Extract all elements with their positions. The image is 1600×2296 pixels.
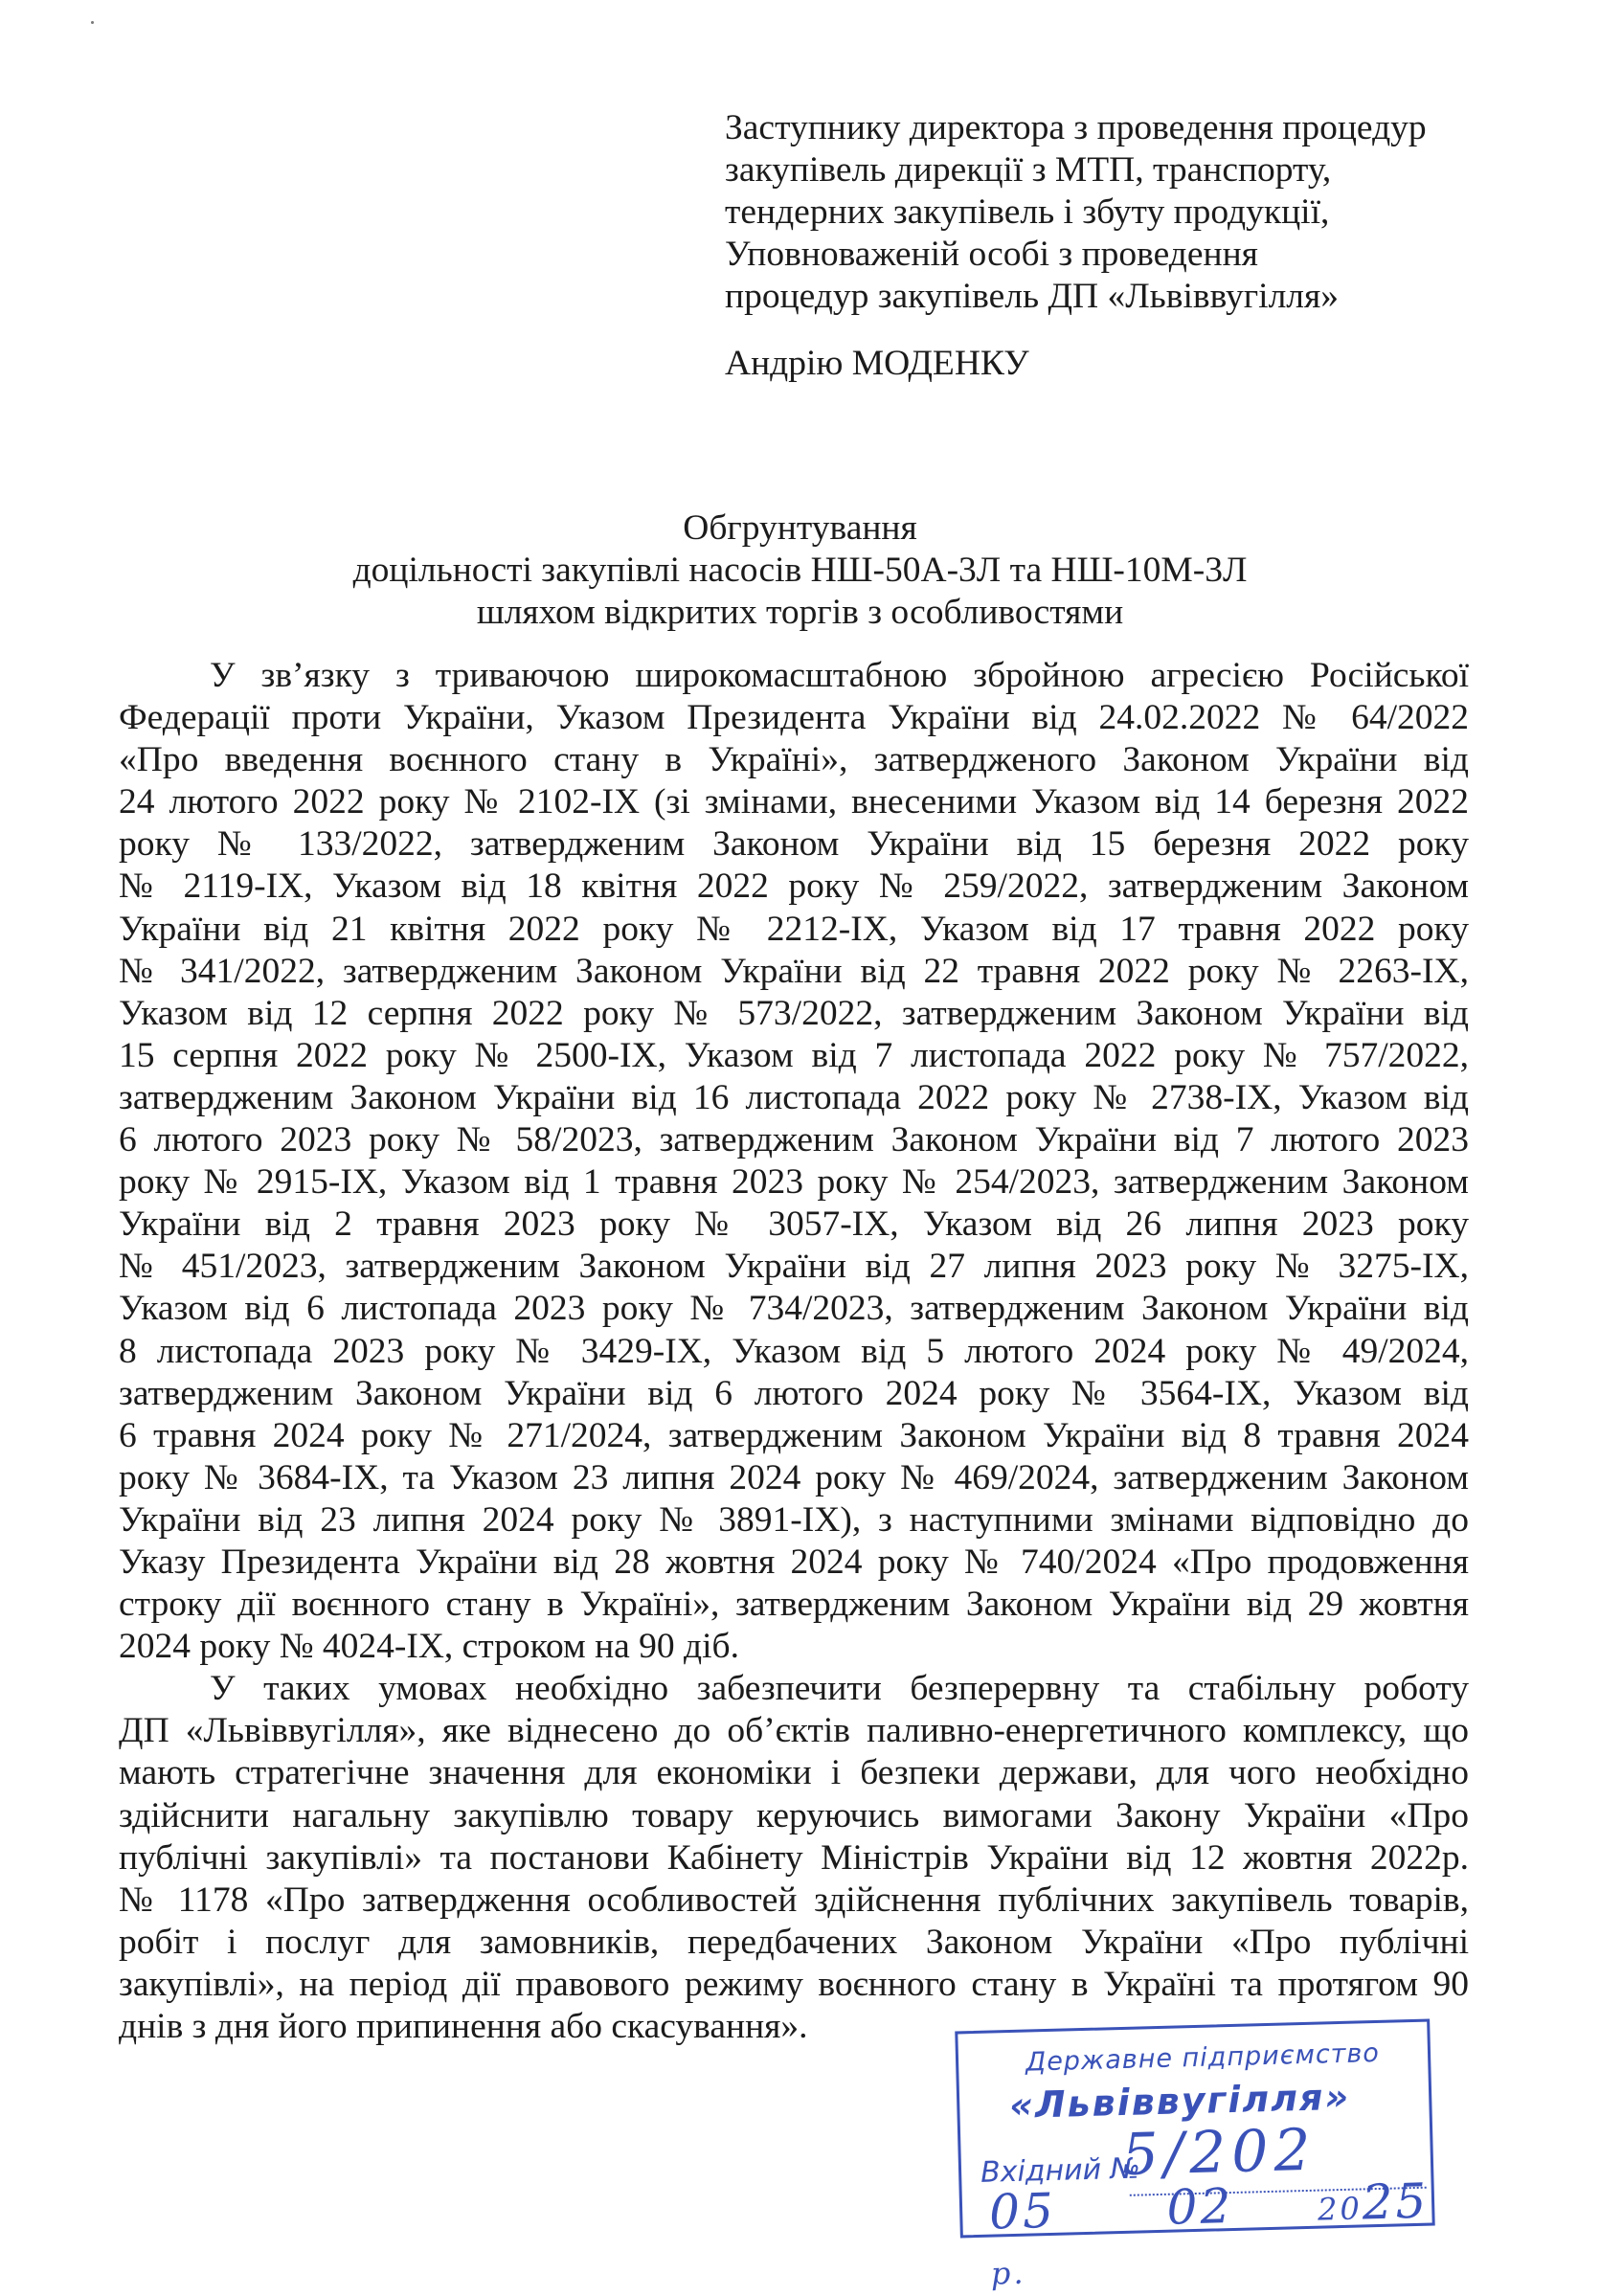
paragraph-line: 2024 року № 4024-IX, строком на 90 діб. [119,1627,740,1667]
stamp-incoming-label: Вхідний № [980,2151,1141,2190]
paragraph-line: затвердженим Законом України від 6 лютого 2024 року № 3564-IX, Указом від [119,1373,1469,1413]
paragraph-line: Указом від 12 серпня 2022 року № 573/2022, затвердженим Законом України від [119,993,1469,1033]
addressee-line: Уповноваженій особі з проведення [725,235,1258,274]
paragraph-line: року № 133/2022, затвердженим Законом України від 15 березня 2022 року [119,824,1469,865]
paragraph-line: «Про введення воєнного стану в Україні», затвердженого Законом України від [119,740,1469,780]
stamp-incoming-number: 5/202 [1120,2116,1318,2189]
document-body [119,655,1469,2048]
paragraph-line: № 2119-IX, Указом від 18 квітня 2022 року № 259/2022, затвердженим Законом [119,867,1469,907]
paragraph-line: днів з дня його припинення або скасування». [119,2007,808,2046]
paragraph-line: № 451/2023, затвердженим Законом України від 27 липня 2023 року № 3275-IX, [119,1247,1469,1287]
paragraph-line: № 341/2022, затвердженим Законом України від 22 травня 2022 року № 2263-IX, [119,951,1469,991]
title-line-1: Обгрунтування [683,508,917,548]
title-line-3: шляхом відкритих торгів з особливостями [476,593,1124,632]
paragraph-line: 6 травня 2024 року № 271/2024, затвердженим Законом України від 8 травня 2024 [119,1415,1469,1455]
addressee-name: Андрію МОДЕНКУ [725,344,1029,383]
stamp-date [988,2173,1433,2296]
stamp-date-year: 25 [1361,2172,1431,2231]
paragraph-line: 24 лютого 2022 року № 2102-IX (зі змінами, внесеними Указом від 14 березня 2022 [119,782,1469,822]
paragraph-line: публічні закупівлі» та постанови Кабінету Міністрів України від 12 жовтня 2022р. [119,1837,1469,1878]
paragraph-line: України від 2 травня 2023 року № 3057-IX, Указом від 26 липня 2023 року [119,1204,1469,1245]
paragraph-line: затвердженим Законом України від 16 листопада 2022 року № 2738-IX, Указом від [119,1077,1469,1117]
paragraph-line: України від 23 липня 2024 року № 3891-IX), з наступними змінами відповідно до [119,1499,1469,1540]
paragraph-line: № 1178 «Про затвердження особливостей здійснення публічних закупівель товарів, [119,1880,1469,1920]
paragraph-line: України від 21 квітня 2022 року № 2212-IX, Указом від 17 травня 2022 року [119,909,1469,949]
scan-speck [91,21,94,24]
document-title [0,507,1600,634]
paragraph-line: здійснити нагальну закупівлю товару керуючись вимогами Закону України «Про [119,1795,1469,1835]
paragraph-line: року № 3684-IX, та Указом 23 липня 2024 року № 469/2024, затвердженим Законом [119,1457,1469,1497]
paragraph-martial-law [119,655,1469,1668]
paragraph-line: У зв’язку з триваючою широкомасштабною збройною агресією Російської [210,656,1469,695]
stamp-date-year-prefix: 20 [1317,2190,1363,2228]
incoming-stamp [955,2019,1434,2292]
stamp-organization: «Львіввугілля» [1008,2075,1351,2127]
paragraph-procurement [119,1668,1469,2048]
addressee-line: Заступнику директора з проведення процедур [725,108,1427,147]
paragraph-line: строку дії воєнного стану в Україні», затвердженим Законом України від 29 жовтня [119,1585,1469,1625]
title-line-2: доцільності закупівлі насосів НШ-50А-3Л та НШ-10М-3Л [352,551,1248,590]
addressee-line: закупівель дирекції з МТП, транспорту, [725,150,1332,190]
paragraph-line: 6 лютого 2023 року № 58/2023, затвердженим Законом України від 7 лютого 2023 [119,1120,1469,1160]
stamp-date-suffix: р. [990,2254,1027,2292]
addressee-line: тендерних закупівель і збуту продукції, [725,192,1330,232]
addressee-block [725,107,1491,385]
paragraph-line: Федерації проти України, Указом Президента України від 24.02.2022 № 64/2022 [119,698,1469,738]
paragraph-line: робіт і послуг для замовників, передбачених Законом України «Про публічні [119,1922,1469,1962]
paragraph-line: 15 серпня 2022 року № 2500-IX, Указом від 7 листопада 2022 року № 757/2022, [119,1035,1469,1075]
stamp-date-month: 02 [1165,2177,1234,2236]
addressee-line: процедур закупівель ДП «Львіввугілля» [725,277,1339,316]
paragraph-line: Указом від 6 листопада 2023 року № 734/2023, затвердженим Законом України від [119,1289,1469,1329]
paragraph-line: року № 2915-IX, Указом від 1 травня 2023 року № 254/2023, затвердженим Законом [119,1162,1469,1203]
paragraph-line: У таких умовах необхідно забезпечити безперервну та стабільну роботу [210,1669,1469,1709]
paragraph-line: закупівлі», на період дії правового режиму воєнного стану в Україні та протягом 90 [119,1964,1469,2004]
stamp-top-text: Державне підприємство [1025,2037,1381,2078]
paragraph-line: 8 листопада 2023 року № 3429-IX, Указом від 5 лютого 2024 року № 49/2024, [119,1331,1469,1371]
paragraph-line: мають стратегічне значення для економіки і безпеки держави, для чого необхідно [119,1753,1469,1793]
paragraph-line: Указу Президента України від 28 жовтня 2024 року № 740/2024 «Про продовження [119,1542,1469,1582]
paragraph-line: ДП «Львіввугілля», яке віднесено до об’єктів паливно-енергетичного комплексу, що [119,1711,1469,1751]
stamp-date-day: 05 [988,2182,1057,2240]
